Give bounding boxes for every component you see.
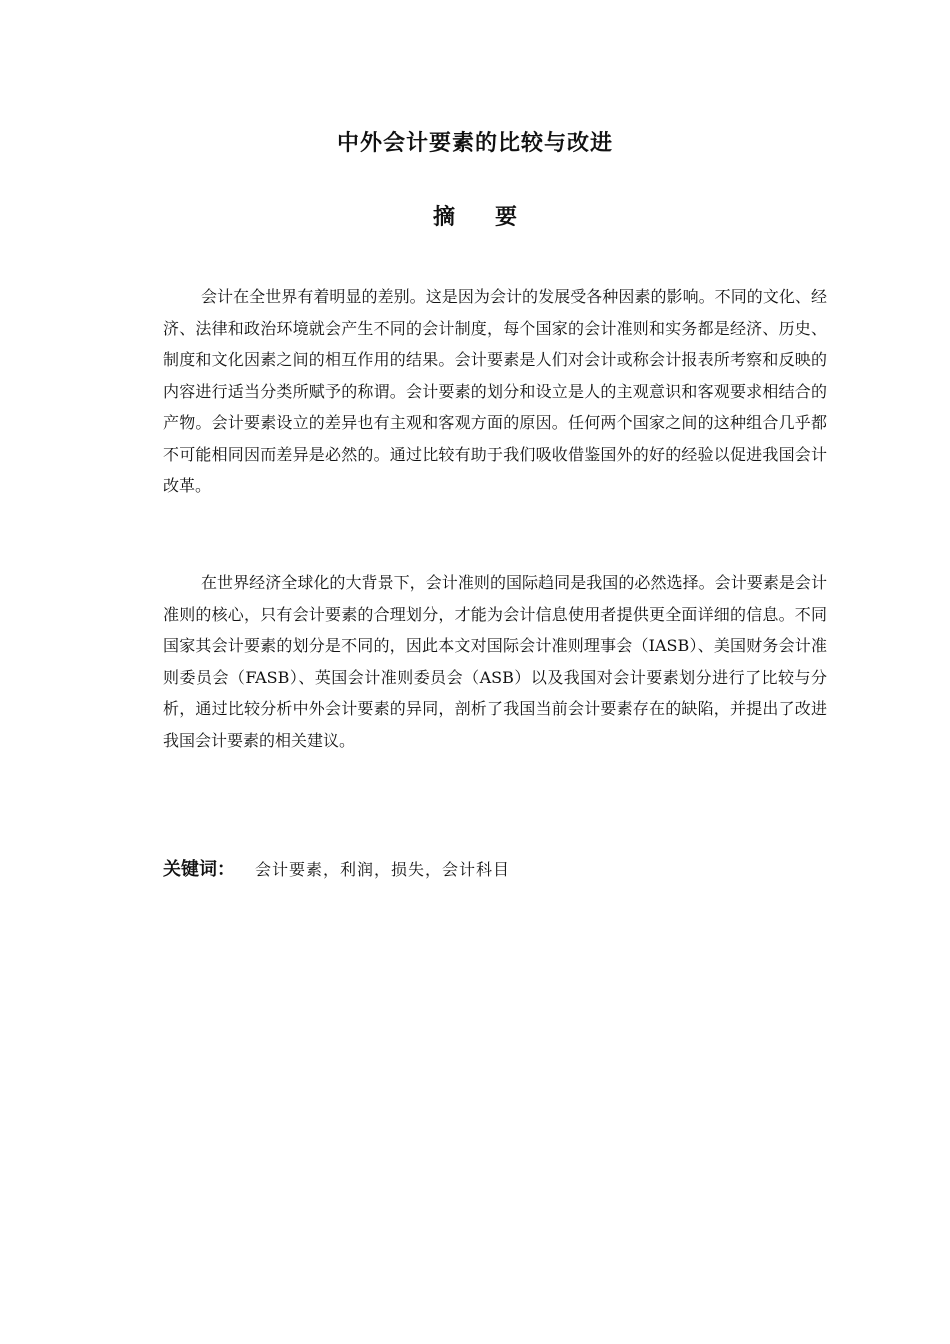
keywords-value: 会计要素，利润，损失，会计科目 (255, 860, 511, 879)
abstract-paragraph-2: 在世界经济全球化的大背景下，会计准则的国际趋同是我国的必然选择。会计要素是会计准则的核心，只有会计要素的合理划分，才能为会计信息使用者提供更全面详细的信息。不同国家其会计要素的划分是不同的，因此本文对国际会计准则理事会（IASB）、美国财务会计准则委员会（FASB）、英国会计准则委员会（ASB）以及我国对会计要素划分进行了比较与分析，通过比较分析中外会计要素的异同，剖析了我国当前会计要素存在的缺陷，并提出了改进我国会计要素的相关建议。 (163, 573, 827, 750)
abstract-paragraph-1: 会计在全世界有着明显的差别。这是因为会计的发展受各种因素的影响。不同的文化、经济、法律和政治环境就会产生不同的会计制度，每个国家的会计准则和实务都是经济、历史、制度和文化因素之间的相互作用的结果。会计要素是人们对会计或称会计报表所考察和反映的内容进行适当分类所赋予的称谓。会计要素的划分和设立是人的主观意识和客观要求相结合的产物。会计要素设立的差异也有主观和客观方面的原因。任何两个国家之间的这种组合几乎都不可能相同因而差异是必然的。通过比较有助于我们吸收借鉴国外的好的经验以促进我国会计改革。 (163, 287, 827, 495)
abstract-heading: 摘要 (432, 205, 557, 230)
document-title: 中外会计要素的比较与改进 (336, 131, 613, 156)
keywords-line (163, 855, 827, 885)
keywords-label: 关键词： (163, 859, 235, 880)
